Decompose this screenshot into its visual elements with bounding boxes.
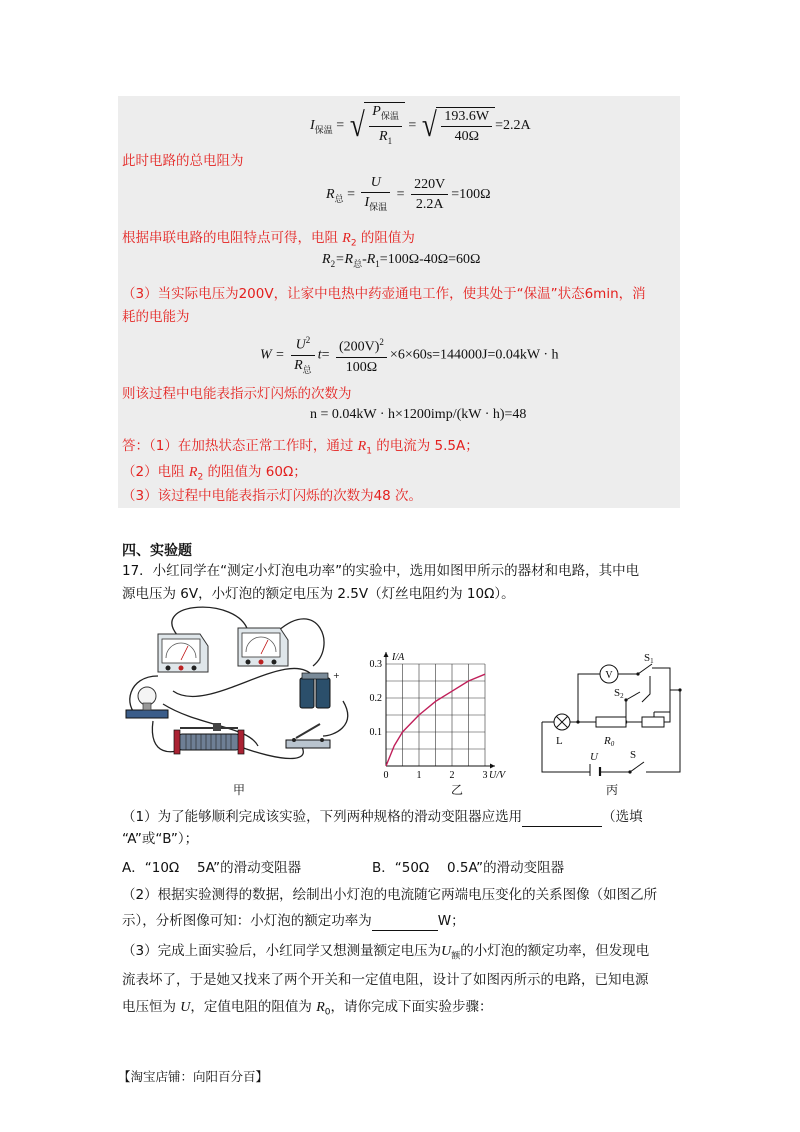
x-tick-label: 1 xyxy=(416,770,422,780)
figure-bing-caption: 丙 xyxy=(606,783,619,797)
y-axis-arrow xyxy=(384,652,389,657)
option-a: A．“10Ω 5A”的滑动变阻器 xyxy=(122,860,302,876)
footer-shop: 【淘宝店铺：向阳百分百】 xyxy=(118,1069,269,1084)
label-l: L xyxy=(556,735,563,747)
answer-line-3: （3）该过程中电能表指示灯闪烁的次数为48 次。 xyxy=(122,488,423,504)
y-tick-label: 0.1 xyxy=(369,727,382,738)
answer-line-1: 答：（1）在加热状态正常工作时，通过 $R_1$ 的电流为 5.5A； xyxy=(122,438,479,457)
battery-device xyxy=(300,671,340,708)
equation-flashes: n = 0.04kW · h×1200imp/(kW · h)=48 xyxy=(310,407,527,422)
label-s1: S1 xyxy=(644,652,654,665)
figure-jia-apparatus xyxy=(118,606,358,776)
figure-bing-circuit xyxy=(534,646,690,776)
question-17-line-2: 源电压为 6V，小灯泡的额定电压为 2.5V（灯丝电阻约为 10Ω）。 xyxy=(122,586,515,602)
equation-total-resistance: $R_总$ = $\frac{U}{I_{保温}}$ = $\frac{220V}{2.2A}$ =100Ω xyxy=(326,175,491,213)
question-part1-line2: “A”或“B”）； xyxy=(122,831,199,847)
figure-jia-caption: 甲 xyxy=(233,783,246,797)
label-r0: R0 xyxy=(604,735,615,748)
figure-yi-chart xyxy=(364,640,524,780)
rheostat-device xyxy=(174,723,244,754)
equation-energy: W = $\frac{U^2}{R_总}$ t= $\frac{(200V)^2}{100\Omega}$ ×6×60s=144000J=0.04kW · h xyxy=(260,332,559,378)
question-part1-line1: （1）为了能够顺利完成该实验，下列两种规格的滑动变阻器应选用 （选填 xyxy=(122,806,643,827)
label-s: S xyxy=(630,749,637,761)
equation-current-keep-warm: $I_{保温}$ = √ $\frac{P_{保温}}{R_1}$ = √ $\frac{193.6W}{40\Omega}$ =2.2A xyxy=(310,102,531,150)
voltmeter-device xyxy=(238,628,288,666)
question-part2-line1: （2）根据实验测得的数据，绘制出小灯泡的电流随它两端电压变化的关系图像（如图乙所 xyxy=(122,887,658,903)
question-part3-line1: （3）完成上面实验后，小红同学又想测量额定电压为$U_额$的小灯泡的额定功率，但发现电 xyxy=(122,943,650,962)
y-tick-label: 0.3 xyxy=(369,659,382,670)
x-tick-label: 3 xyxy=(482,770,488,780)
figure-yi-caption: 乙 xyxy=(451,783,464,797)
bulb-device xyxy=(126,687,168,718)
option-b: B．“50Ω 0.5A”的滑动变阻器 xyxy=(372,860,565,876)
svg-text:+: + xyxy=(333,671,340,680)
x-tick-label: 0 xyxy=(383,770,389,780)
solution-line-flashes: 则该过程中电能表指示灯闪烁的次数为 xyxy=(122,386,352,402)
question-17-line-1: 17．小红同学在“测定小灯泡电功率”的实验中，选用如图甲所示的器材和电路，其中电 xyxy=(122,563,640,579)
x-tick-label: 2 xyxy=(449,770,455,780)
solution-line-total-resistance: 此时电路的总电阻为 xyxy=(122,153,244,169)
x-axis-label: U/V xyxy=(489,770,506,780)
voltmeter-label: V xyxy=(605,670,613,681)
question-part3-line3: 电压恒为 U，定值电阻的阻值为 $R_0$，请你完成下面实验步骤： xyxy=(122,999,493,1018)
answer-line-2: （2）电阻 $R_2$ 的阻值为 60Ω； xyxy=(122,464,307,483)
answer-blank-2[interactable] xyxy=(372,910,438,931)
label-s2: S2 xyxy=(614,687,624,700)
ammeter-device xyxy=(158,634,208,672)
label-u: U xyxy=(590,751,598,763)
x-axis-arrow xyxy=(490,764,495,769)
equation-r2: $R_2=R_总-R_1=100\Omega-40\Omega=60\Omega$ xyxy=(322,252,481,269)
answer-blank-1[interactable] xyxy=(522,806,602,827)
question-part3-line2: 流表坏了，于是她又找来了两个开关和一定值电阻，设计了如图丙所示的电路，已知电源 xyxy=(122,972,649,988)
solution-line-r2: 根据串联电路的电阻特点可得，电阻 $R_2$ 的阻值为 xyxy=(122,230,415,249)
y-axis-label: I/A xyxy=(392,652,405,663)
solution-line-part3-a: （3）当实际电压为200V，让家中电热中药壶通电工作，使其处于“保温”状态6min，消 xyxy=(122,286,646,302)
section-title: 四、实验题 xyxy=(122,543,192,559)
solution-line-part3-b: 耗的电能为 xyxy=(122,309,190,325)
y-tick-label: 0.2 xyxy=(369,693,382,704)
question-part2-line2: 示），分析图像可知：小灯泡的额定功率为 W； xyxy=(122,910,465,931)
